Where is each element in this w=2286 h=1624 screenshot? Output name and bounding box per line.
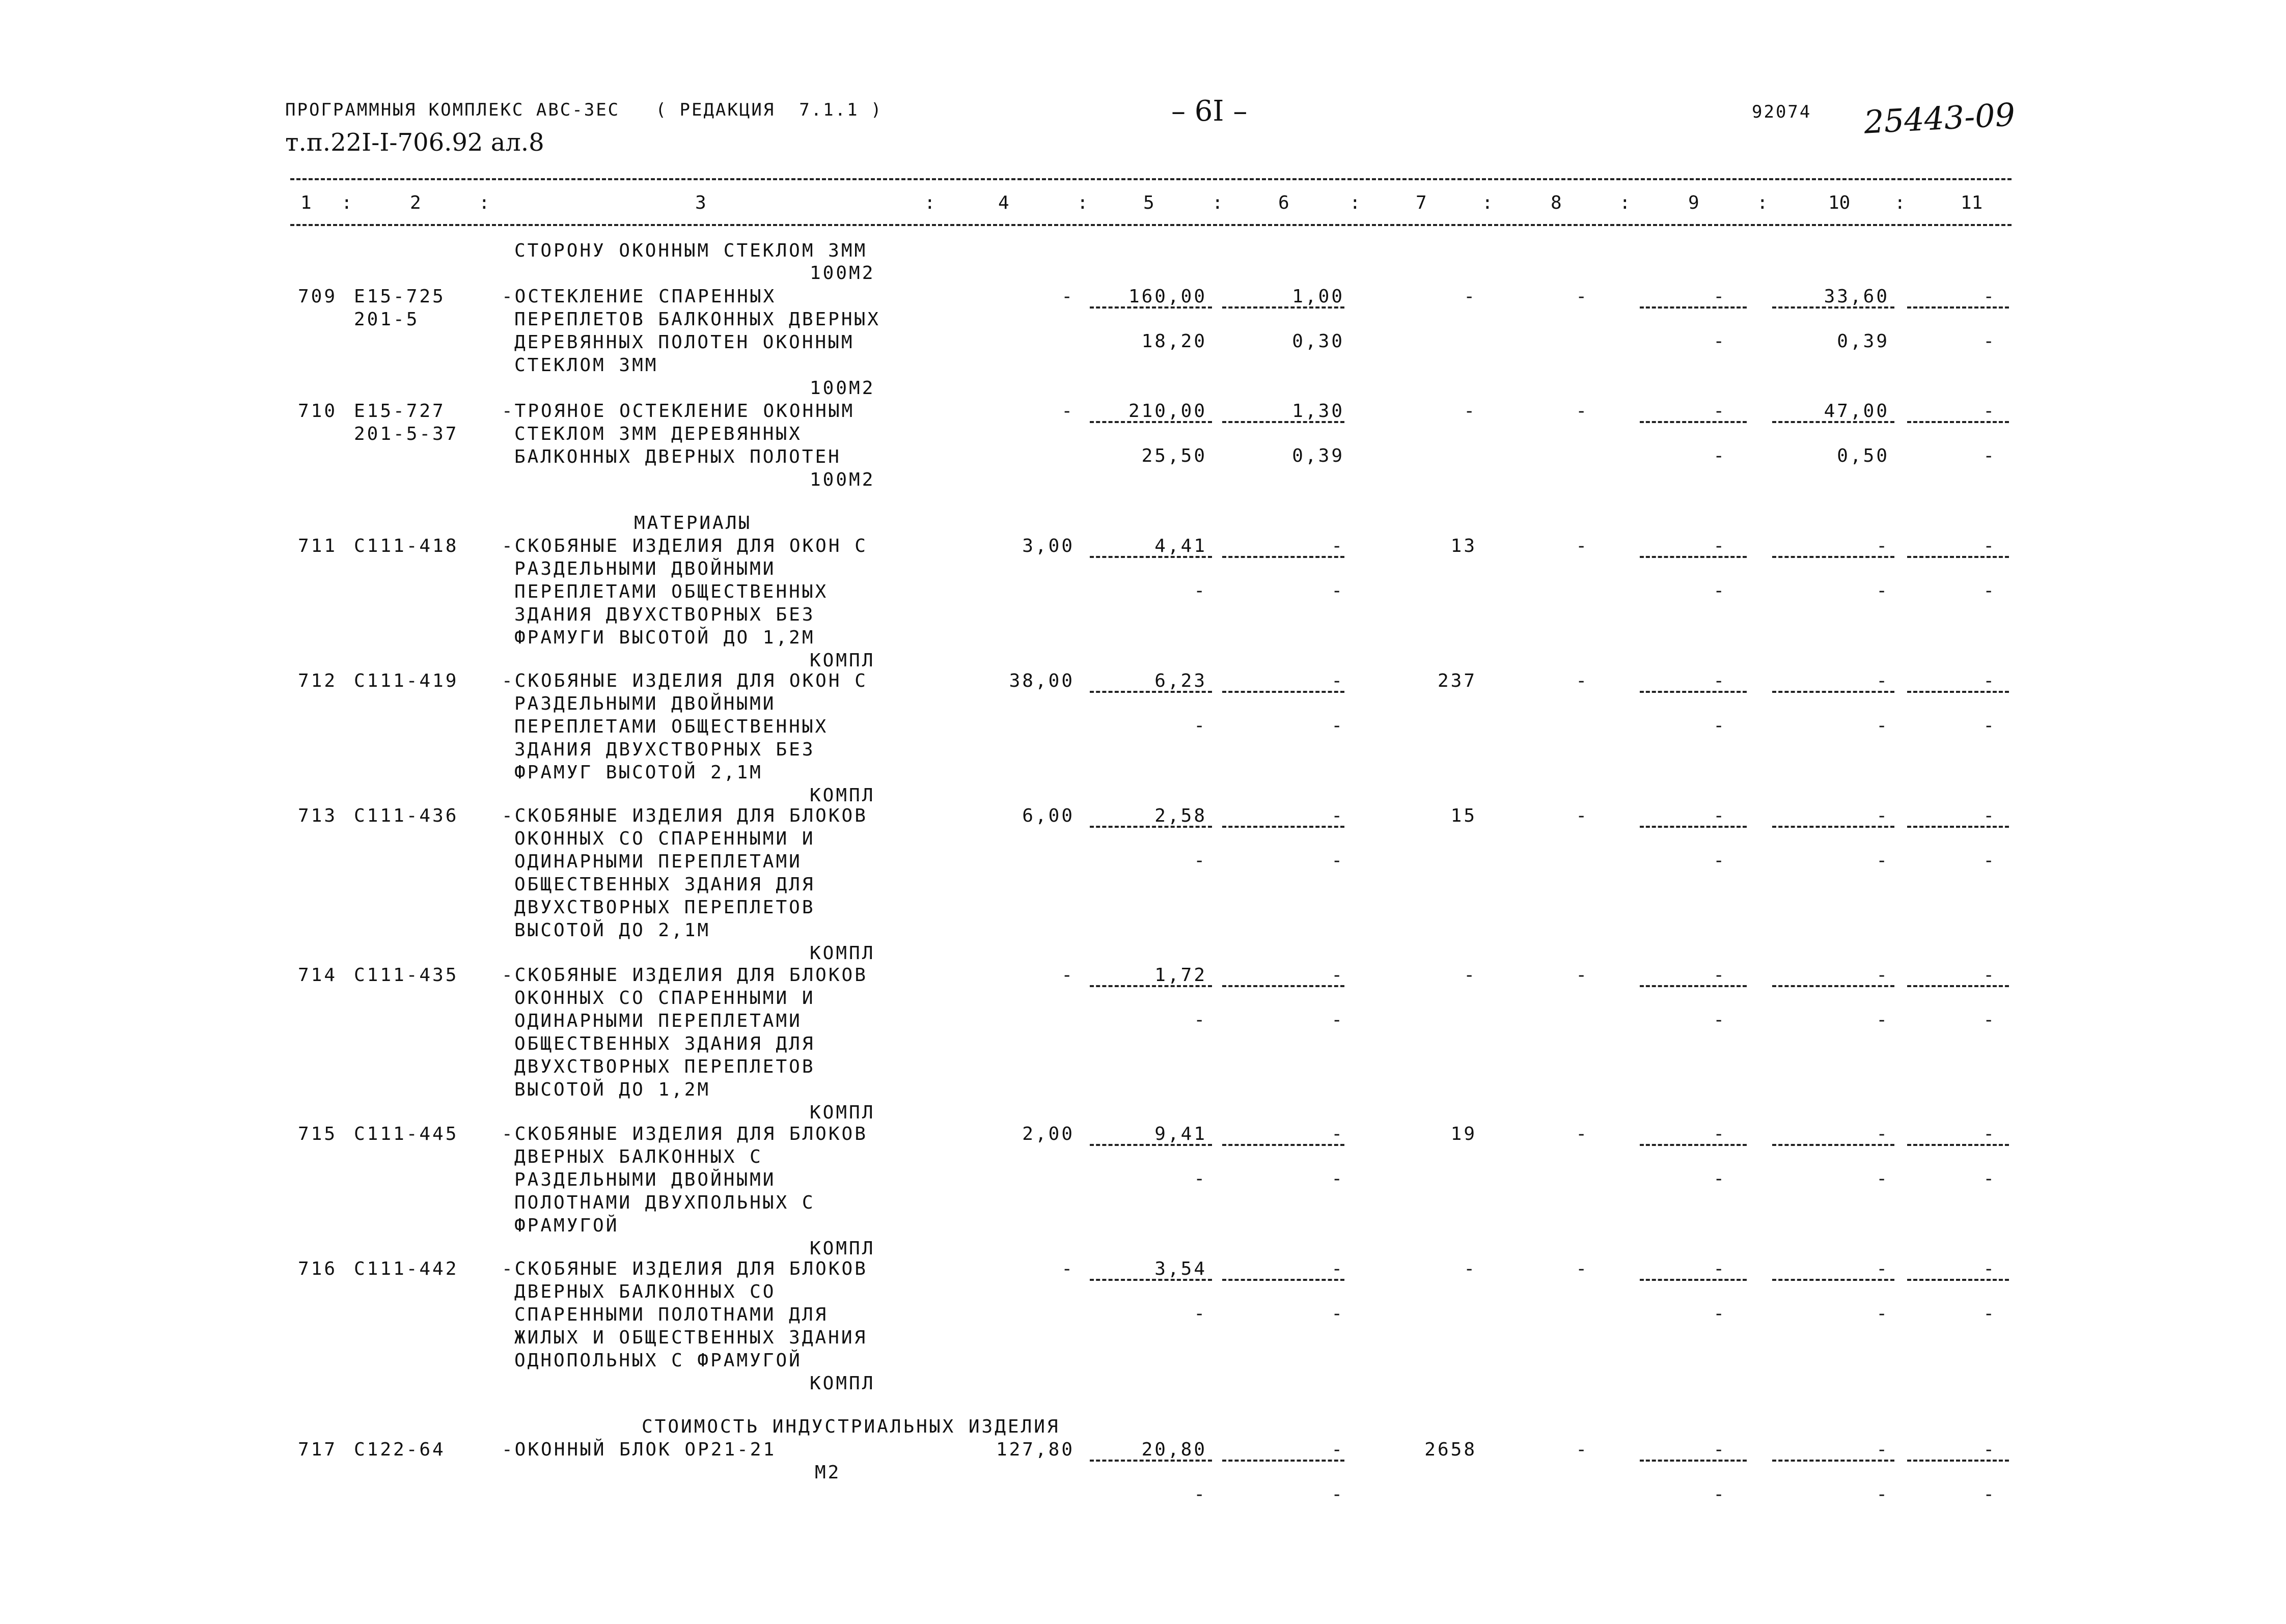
- cell-col8: -: [1576, 1124, 1589, 1144]
- cell-col11: -: [1983, 670, 1996, 691]
- row-description-line: ПЕРЕПЛЕТАМИ ОБЩЕСТВЕННЫХ: [514, 581, 829, 602]
- row-unit: КОМПЛ: [810, 1238, 875, 1259]
- cell-col5: 1,72: [1154, 965, 1207, 986]
- cell-col8: -: [1576, 1439, 1589, 1460]
- cell-divider: [1640, 306, 1747, 309]
- cell-col6-lower: -: [1331, 850, 1344, 871]
- cell-divider: [1222, 691, 1344, 693]
- row-unit: 100М2: [810, 378, 875, 399]
- cell-divider: [1090, 826, 1212, 828]
- cell-col11-lower: -: [1983, 445, 1996, 466]
- cell-col9-lower: -: [1713, 1168, 1726, 1189]
- row-description-line: -СКОБЯНЫЕ ИЗДЕЛИЯ ДЛЯ БЛОКОВ: [502, 805, 868, 826]
- column-header-1: 1: [300, 192, 312, 213]
- cell-col11: -: [1983, 1124, 1996, 1144]
- cell-divider: [1222, 1279, 1344, 1281]
- column-header-3: 3: [695, 192, 706, 213]
- row-description-line: ОКОННЫХ СО СПАРЕННЫМИ И: [514, 828, 815, 849]
- cell-divider: [1222, 306, 1344, 309]
- cell-divider: [1640, 1144, 1747, 1146]
- row-number: 710: [298, 401, 338, 422]
- cell-col9: -: [1713, 286, 1726, 307]
- cell-col5: 6,23: [1154, 670, 1207, 691]
- doc-code: 92074: [1752, 102, 1812, 122]
- cell-divider: [1907, 306, 2009, 309]
- row-code: С111-445: [354, 1124, 459, 1144]
- cell-divider: [1772, 1144, 1894, 1146]
- intro-line: СТОРОНУ ОКОННЫМ СТЕКЛОМ 3ММ: [514, 240, 868, 261]
- column-header-8: 8: [1551, 192, 1562, 213]
- row-unit: КОМПЛ: [810, 650, 875, 671]
- cell-col11-lower: -: [1983, 1484, 1996, 1505]
- cell-divider: [1090, 421, 1212, 423]
- cell-col6-lower: -: [1331, 1168, 1344, 1189]
- row-description-line: ОБЩЕСТВЕННЫХ ЗДАНИЯ ДЛЯ: [514, 1033, 815, 1054]
- cell-col10-lower: -: [1876, 1484, 1889, 1505]
- cell-col10-lower: 0,50: [1837, 445, 1889, 466]
- column-header-9: 9: [1688, 192, 1699, 213]
- cell-col6-lower: -: [1331, 1484, 1344, 1505]
- cell-divider: [1640, 556, 1747, 558]
- row-number: 716: [298, 1258, 338, 1279]
- cell-col8: -: [1576, 1258, 1589, 1279]
- cell-divider: [1907, 1279, 2009, 1281]
- cell-divider: [1772, 691, 1894, 693]
- cell-col11-lower: -: [1983, 580, 1996, 601]
- row-unit: 100М2: [810, 469, 875, 490]
- cell-divider: [1090, 1460, 1212, 1462]
- cell-divider: [1640, 985, 1747, 987]
- row-description-line: ПЕРЕПЛЕТАМИ ОБЩЕСТВЕННЫХ: [514, 716, 829, 737]
- cell-col7: 13: [1450, 536, 1477, 556]
- cell-col10: -: [1876, 536, 1889, 556]
- cell-col4: -: [1061, 965, 1075, 986]
- column-separator: :: [1757, 192, 1768, 213]
- cell-col11-lower: -: [1983, 331, 1996, 352]
- cell-col4: -: [1061, 286, 1075, 307]
- section-industrial: СТОИМОСТЬ ИНДУСТРИАЛЬНЫХ ИЗДЕЛИЯ: [642, 1416, 1060, 1437]
- cell-col11: -: [1983, 965, 1996, 986]
- column-header-11: 11: [1961, 192, 1983, 213]
- row-description-line: -СКОБЯНЫЕ ИЗДЕЛИЯ ДЛЯ БЛОКОВ: [502, 965, 868, 986]
- cell-divider: [1640, 826, 1747, 828]
- row-description-line: -СКОБЯНЫЕ ИЗДЕЛИЯ ДЛЯ ОКОН С: [502, 536, 868, 556]
- column-separator: :: [479, 192, 490, 213]
- cell-divider: [1222, 421, 1344, 423]
- row-description-line: ПЕРЕПЛЕТОВ БАЛКОННЫХ ДВЕРНЫХ: [514, 309, 880, 330]
- column-separator: :: [924, 192, 935, 213]
- column-header-6: 6: [1278, 192, 1289, 213]
- row-code: Е15-727: [354, 401, 446, 422]
- cell-divider: [1640, 1279, 1747, 1281]
- column-header-7: 7: [1416, 192, 1427, 213]
- cell-col6: -: [1331, 1439, 1344, 1460]
- cell-col9-lower: -: [1713, 1010, 1726, 1030]
- cell-col8: -: [1576, 286, 1589, 307]
- row-description-line: ОДНОПОЛЬНЫХ С ФРАМУГОЙ: [514, 1350, 802, 1371]
- cell-col4: 127,80: [996, 1439, 1075, 1460]
- cell-divider: [1222, 826, 1344, 828]
- row-description-line: РАЗДЕЛЬНЫМИ ДВОЙНЫМИ: [514, 693, 776, 714]
- cell-col8: -: [1576, 670, 1589, 691]
- cell-col9: -: [1713, 965, 1726, 986]
- cell-divider: [1907, 421, 2009, 423]
- cell-col9-lower: -: [1713, 1484, 1726, 1505]
- cell-col6-lower: 0,39: [1292, 445, 1344, 466]
- row-description-line: БАЛКОННЫХ ДВЕРНЫХ ПОЛОТЕН: [514, 446, 841, 467]
- cell-col6: 1,00: [1292, 286, 1344, 307]
- row-code: С111-419: [354, 670, 459, 691]
- cell-col5-lower: 18,20: [1141, 331, 1207, 352]
- row-code: Е15-725: [354, 286, 446, 307]
- row-description-line: ДВЕРНЫХ БАЛКОННЫХ СО: [514, 1281, 776, 1302]
- cell-col6: -: [1331, 965, 1344, 986]
- cell-col10: -: [1876, 805, 1889, 826]
- row-description-line: ФРАМУГОЙ: [514, 1215, 619, 1236]
- cell-col6-lower: -: [1331, 1010, 1344, 1030]
- column-header-5: 5: [1143, 192, 1154, 213]
- row-number: 712: [298, 670, 338, 691]
- cell-divider: [1222, 985, 1344, 987]
- row-description-line: ВЫСОТОЙ ДО 2,1М: [514, 920, 711, 941]
- column-separator: :: [341, 192, 352, 213]
- row-description-line: РАЗДЕЛЬНЫМИ ДВОЙНЫМИ: [514, 558, 776, 579]
- cell-col10: -: [1876, 1258, 1889, 1279]
- row-description-line: ОБЩЕСТВЕННЫХ ЗДАНИЯ ДЛЯ: [514, 874, 815, 895]
- cell-col6: -: [1331, 805, 1344, 826]
- cell-col4: -: [1061, 401, 1075, 422]
- cell-divider: [1222, 1460, 1344, 1462]
- row-number: 711: [298, 536, 338, 556]
- column-separator: :: [1894, 192, 1906, 213]
- cell-divider: [1772, 306, 1894, 309]
- cell-col10-lower: -: [1876, 1168, 1889, 1189]
- cell-col9-lower: -: [1713, 715, 1726, 736]
- cell-col7: 2658: [1424, 1439, 1477, 1460]
- cell-col9-lower: -: [1713, 1303, 1726, 1324]
- header-rule-bottom: [290, 224, 2012, 226]
- cell-col9: -: [1713, 1439, 1726, 1460]
- column-separator: :: [1482, 192, 1493, 213]
- cell-divider: [1090, 1279, 1212, 1281]
- row-unit: КОМПЛ: [810, 943, 875, 964]
- cell-col9-lower: -: [1713, 331, 1726, 352]
- cell-col5: 20,80: [1141, 1439, 1207, 1460]
- cell-col5-lower: 25,50: [1141, 445, 1207, 466]
- cell-divider: [1907, 826, 2009, 828]
- cell-divider: [1640, 691, 1747, 693]
- cell-col4: 2,00: [1022, 1124, 1075, 1144]
- cell-divider: [1640, 421, 1747, 423]
- handwritten-number: 25443-09: [1863, 96, 2016, 141]
- row-description-line: СПАРЕННЫМИ ПОЛОТНАМИ ДЛЯ: [514, 1304, 829, 1325]
- row-description-line: ОКОННЫХ СО СПАРЕННЫМИ И: [514, 988, 815, 1009]
- intro-unit: 100М2: [810, 263, 875, 284]
- row-code-secondary: 201-5: [354, 309, 420, 330]
- cell-col5: 4,41: [1154, 536, 1207, 556]
- cell-col10: -: [1876, 965, 1889, 986]
- column-header-2: 2: [410, 192, 421, 213]
- cell-divider: [1640, 1460, 1747, 1462]
- cell-col6: -: [1331, 1124, 1344, 1144]
- cell-divider: [1772, 1279, 1894, 1281]
- row-description-line: ПОЛОТНАМИ ДВУХПОЛЬНЫХ С: [514, 1192, 815, 1213]
- cell-col10: -: [1876, 1439, 1889, 1460]
- row-description-line: -СКОБЯНЫЕ ИЗДЕЛИЯ ДЛЯ БЛОКОВ: [502, 1258, 868, 1279]
- cell-col11-lower: -: [1983, 715, 1996, 736]
- cell-col5: 3,54: [1154, 1258, 1207, 1279]
- cell-divider: [1907, 985, 2009, 987]
- row-description-line: ОДИНАРНЫМИ ПЕРЕПЛЕТАМИ: [514, 1011, 802, 1031]
- header-rule-top: [290, 178, 2012, 180]
- cell-col11: -: [1983, 401, 1996, 422]
- column-header-10: 10: [1828, 192, 1851, 213]
- row-description-line: ЖИЛЫХ И ОБЩЕСТВЕННЫХ ЗДАНИЯ: [514, 1327, 868, 1348]
- cell-col9: -: [1713, 1258, 1726, 1279]
- cell-col10-lower: -: [1876, 715, 1889, 736]
- row-code-secondary: 201-5-37: [354, 424, 459, 444]
- cell-col8: -: [1576, 805, 1589, 826]
- column-header-4: 4: [998, 192, 1009, 213]
- row-description-line: ФРАМУГ ВЫСОТОЙ 2,1М: [514, 762, 763, 783]
- cell-divider: [1090, 985, 1212, 987]
- cell-col8: -: [1576, 536, 1589, 556]
- cell-col6-lower: -: [1331, 1303, 1344, 1324]
- cell-divider: [1090, 691, 1212, 693]
- row-number: 715: [298, 1124, 338, 1144]
- column-separator: :: [1077, 192, 1088, 213]
- cell-col11-lower: -: [1983, 1010, 1996, 1030]
- cell-col5-lower: -: [1194, 1303, 1207, 1324]
- cell-divider: [1907, 691, 2009, 693]
- cell-col9: -: [1713, 536, 1726, 556]
- row-description-line: ФРАМУГИ ВЫСОТОЙ ДО 1,2М: [514, 627, 815, 648]
- row-unit: М2: [815, 1462, 841, 1483]
- cell-col6-lower: 0,30: [1292, 331, 1344, 352]
- cell-col5: 210,00: [1128, 401, 1207, 422]
- row-description-line: -ОКОННЫЙ БЛОК ОР21-21: [502, 1439, 777, 1460]
- row-description-line: РАЗДЕЛЬНЫМИ ДВОЙНЫМИ: [514, 1169, 776, 1190]
- cell-col10-lower: -: [1876, 1303, 1889, 1324]
- cell-divider: [1907, 1144, 2009, 1146]
- cell-col6: -: [1331, 670, 1344, 691]
- cell-col4: 6,00: [1022, 805, 1075, 826]
- cell-col10: 47,00: [1824, 401, 1889, 422]
- cell-col11: -: [1983, 1439, 1996, 1460]
- row-description-line: ДВЕРНЫХ БАЛКОННЫХ С: [514, 1146, 763, 1167]
- row-description-line: СТЕКЛОМ 3ММ ДЕРЕВЯННЫХ: [514, 424, 802, 444]
- cell-col9: -: [1713, 1124, 1726, 1144]
- cell-col6-lower: -: [1331, 715, 1344, 736]
- row-number: 709: [298, 286, 338, 307]
- cell-divider: [1772, 421, 1894, 423]
- cell-col5-lower: -: [1194, 1010, 1207, 1030]
- cell-divider: [1772, 1460, 1894, 1462]
- cell-col8: -: [1576, 965, 1589, 986]
- cell-col6-lower: -: [1331, 580, 1344, 601]
- cell-col5-lower: -: [1194, 850, 1207, 871]
- project-code: т.п.22I-I-706.92 ал.8: [285, 128, 544, 157]
- cell-col5-lower: -: [1194, 1484, 1207, 1505]
- row-unit: КОМПЛ: [810, 785, 875, 806]
- cell-col8: -: [1576, 401, 1589, 422]
- cell-col11-lower: -: [1983, 1303, 1996, 1324]
- cell-divider: [1772, 826, 1894, 828]
- cell-col11-lower: -: [1983, 1168, 1996, 1189]
- cell-divider: [1090, 306, 1212, 309]
- cell-col6: -: [1331, 1258, 1344, 1279]
- cell-col6: 1,30: [1292, 401, 1344, 422]
- cell-col7: -: [1464, 965, 1477, 986]
- cell-divider: [1772, 556, 1894, 558]
- row-description-line: СТЕКЛОМ 3ММ: [514, 355, 658, 376]
- row-code: С122-64: [354, 1439, 446, 1460]
- column-separator: :: [1212, 192, 1223, 213]
- row-code: С111-442: [354, 1258, 459, 1279]
- cell-col10-lower: -: [1876, 580, 1889, 601]
- cell-divider: [1907, 1460, 2009, 1462]
- row-description-line: ЗДАНИЯ ДВУХСТВОРНЫХ БЕЗ: [514, 739, 815, 760]
- cell-divider: [1907, 556, 2009, 558]
- row-unit: КОМПЛ: [810, 1102, 875, 1123]
- row-description-line: ВЫСОТОЙ ДО 1,2М: [514, 1079, 711, 1100]
- cell-col9: -: [1713, 805, 1726, 826]
- cell-col7: -: [1464, 401, 1477, 422]
- row-unit: КОМПЛ: [810, 1373, 875, 1394]
- cell-col10-lower: -: [1876, 1010, 1889, 1030]
- cell-col9-lower: -: [1713, 850, 1726, 871]
- cell-col4: 3,00: [1022, 536, 1075, 556]
- cell-divider: [1772, 985, 1894, 987]
- row-code: С111-436: [354, 805, 459, 826]
- row-description-line: -СКОБЯНЫЕ ИЗДЕЛИЯ ДЛЯ ОКОН С: [502, 670, 868, 691]
- cell-col5: 2,58: [1154, 805, 1207, 826]
- row-number: 714: [298, 965, 338, 986]
- cell-col7: 15: [1450, 805, 1477, 826]
- cell-divider: [1222, 556, 1344, 558]
- row-description-line: -СКОБЯНЫЕ ИЗДЕЛИЯ ДЛЯ БЛОКОВ: [502, 1124, 868, 1144]
- cell-col11: -: [1983, 805, 1996, 826]
- cell-col4: -: [1061, 1258, 1075, 1279]
- cell-divider: [1090, 1144, 1212, 1146]
- cell-col7: 237: [1437, 670, 1477, 691]
- cell-col5-lower: -: [1194, 580, 1207, 601]
- cell-col5: 160,00: [1128, 286, 1207, 307]
- cell-col11: -: [1983, 536, 1996, 556]
- column-separator: :: [1349, 192, 1361, 213]
- row-description-line: -ТРОЯНОЕ ОСТЕКЛЕНИЕ ОКОННЫМ: [502, 401, 855, 422]
- row-code: С111-418: [354, 536, 459, 556]
- column-separator: :: [1619, 192, 1631, 213]
- row-description-line: ДВУХСТВОРНЫХ ПЕРЕПЛЕТОВ: [514, 1056, 815, 1077]
- page-number: – 6I –: [1171, 95, 1248, 128]
- row-number: 713: [298, 805, 338, 826]
- cell-col9: -: [1713, 670, 1726, 691]
- cell-col11: -: [1983, 286, 1996, 307]
- cell-col10-lower: 0,39: [1837, 331, 1889, 352]
- row-description-line: ОДИНАРНЫМИ ПЕРЕПЛЕТАМИ: [514, 851, 802, 872]
- cell-col9-lower: -: [1713, 445, 1726, 466]
- cell-col5-lower: -: [1194, 1168, 1207, 1189]
- cell-col10: 33,60: [1824, 286, 1889, 307]
- row-description-line: -ОСТЕКЛЕНИЕ СПАРЕННЫХ: [502, 286, 777, 307]
- cell-col9: -: [1713, 401, 1726, 422]
- cell-col4: 38,00: [1009, 670, 1075, 691]
- section-materials: МАТЕРИАЛЫ: [634, 513, 752, 534]
- cell-col5: 9,41: [1154, 1124, 1207, 1144]
- row-code: С111-435: [354, 965, 459, 986]
- cell-col10-lower: -: [1876, 850, 1889, 871]
- row-number: 717: [298, 1439, 338, 1460]
- cell-col7: 19: [1450, 1124, 1477, 1144]
- cell-col6: -: [1331, 536, 1344, 556]
- cell-col5-lower: -: [1194, 715, 1207, 736]
- cell-col7: -: [1464, 1258, 1477, 1279]
- cell-col7: -: [1464, 286, 1477, 307]
- row-description-line: ЗДАНИЯ ДВУХСТВОРНЫХ БЕЗ: [514, 604, 815, 625]
- cell-col9-lower: -: [1713, 580, 1726, 601]
- cell-divider: [1222, 1144, 1344, 1146]
- cell-col10: -: [1876, 1124, 1889, 1144]
- program-title: ПРОГРАММНЫЯ КОМПЛЕКС АВС-ЗЕС ( РЕДАКЦИЯ 7.1.1 ): [285, 100, 883, 120]
- cell-col10: -: [1876, 670, 1889, 691]
- cell-divider: [1090, 556, 1212, 558]
- cell-col11: -: [1983, 1258, 1996, 1279]
- row-description-line: ДВУХСТВОРНЫХ ПЕРЕПЛЕТОВ: [514, 897, 815, 918]
- row-description-line: ДЕРЕВЯННЫХ ПОЛОТЕН ОКОННЫМ: [514, 332, 855, 353]
- cell-col11-lower: -: [1983, 850, 1996, 871]
